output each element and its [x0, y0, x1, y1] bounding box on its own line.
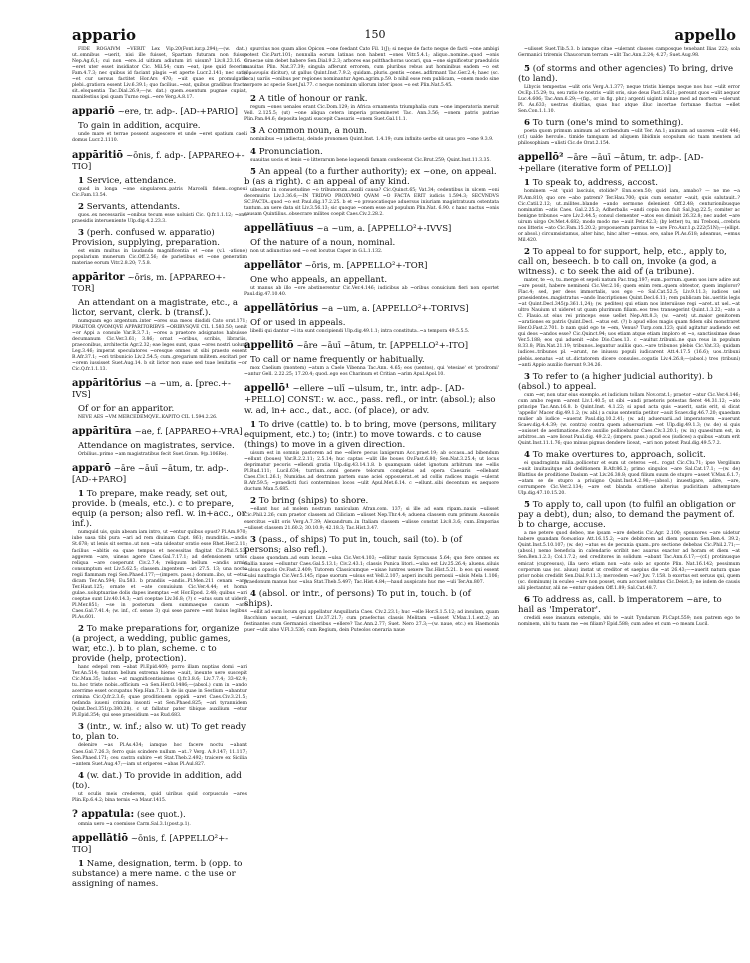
sense-number: 2 — [250, 496, 256, 507]
sense-definition — [244, 535, 499, 555]
sense-definition — [518, 64, 740, 84]
quotation-block: numquam ego argentum..inter ~ores sua meos disdidi Cato orat.171; PRAETOR QVOMQVE APPARITORIBVS ~ORIBVSQVE CIL 1.583.50; uenit ~or Appi a consule Var.R.3.7.1; ~ores a praetore adsignatos habuisse decumanum Cic.Ver.3.61; 3.86; ornat ~oribus, scribis, librariis, praeconibus, architectis Agr.2.32; eae leges sunt, quas ~ores nostri uolunt Leg.3.46; imperat speculatores ~oresque omnes ut sibi praesto essent B.Afr.37.1; ~ori tribunicio Liv.2.54.5; cum..gregarium militem..excitari per ~orem iussisset Suet.Aug.14. b sit lictor non suae sed tuae lenitatis ~or Cic.Q.fr.1.1.13. — [72, 318, 247, 373]
quotation-block: uibeatur in consuetudine ~o tribunorum..auxili causa? Cic.Quinct.65; Vat.34; cedentibus in ulcem ~oni decemuiris Liv.3.36.6;—IN TRIDVO PROXVMO QVAM ~O FACTA ERIT iudicis 1.594.3; SECVNDVS SC.FACTA..quod ~o est Paul.dig.17.2.25. b et ~o prouocatioque aduersus iniuriam magistratuum ostentata tantum..an uere data sit Liv.3.56.13; sic quoque ~onem esse ad populum Plin.Nat. 6.90. c hanc nactus ~onis causam Quintilius..obsecrare milites coepit Caes.Civ.2.28.2. — [244, 187, 499, 217]
definition-text: An attendant on a magistrate, etc., a lictor, servant, clerk. b (transf.). — [72, 297, 239, 318]
entry-head — [72, 378, 247, 401]
grammar-etymology: ~a ~um, a. [prec.+-IVS] — [72, 379, 231, 401]
headword: appāritōrius — [72, 378, 142, 390]
sense-number: 3 — [250, 126, 256, 137]
sense-definition — [72, 121, 247, 131]
sense-definition — [72, 176, 247, 186]
quotation-block: ut oculis meis crederem, quid uiribus quid corpusculo ~ares Plin.Ep.6.4.2; bina ternis ~a Maur.1415. — [72, 791, 247, 803]
sense-definition — [72, 489, 247, 529]
headword: apparō — [72, 463, 111, 475]
quotation-block: libelli qui dantur ~i ita sunt concipiendi Ulp.dig.49.1.1; intra constituta..~a tempora 49.5.5.5. — [250, 328, 470, 334]
sense-definition — [72, 202, 247, 212]
dictionary-entry — [72, 150, 247, 267]
sense-number: 4 — [524, 450, 530, 461]
page-number: 150 — [364, 28, 386, 41]
quotation-block: credidi esse insanum extemplo, ubi te ~auit Tyndarum Pl.Capt.559; non patrem ego te nominem, ubi tu tuam me ~es filiam? Epid.588; cum adeo et cum ~o meam Lucil. — [518, 615, 740, 627]
entry-head — [244, 383, 499, 417]
grammar-etymology: (see quot.). — [137, 809, 186, 820]
definition-text: (pass., of ships) To put in, touch, sail (to). b (of persons; also refl.). — [244, 534, 462, 555]
definition-text: To turn (one's mind to something). — [532, 118, 684, 129]
quotation-block: mater, te ~o, tu..merge et sepeli natum Pac.trag.197; eum..porrum..quem uos iure adire aut ~are possit, habere nemineni Cic.Ver.2.16; quem enim rem..quem obtestor, quem imploror? Flac.4; sed, per deos immortalis, uos ego ~o Sal.Cat.52.5; Liv.9.11.3; iudices uel praesidentes..magistratus ~ando Inscriptiones Quint.Decl.6.11; rem publicam bis..ueritis legis ~at Quint.Decl.345(p.361.1,24); (w. pedites) qui etiam nos interuiisse regi ~aret..ut uel..~at ultro Nauium ut uideret ut quam plurimum filiam..eos tres transegerint Quint.1.3.22; ~ato a C. Flauio..ut eius rei princeps esse uellet Nep.Att.8.3; (w. ~aret) ut..maior genitorem ~arationes ex patris Quint.Decl. ~atus est. (?) b apud ellos magis quam fidem sibi monstraret Her.O.Fast.2.701. b nam quid ego te ~em, Venus? Turp.com.123; quid agitatur audiendo est qui deos ~andos esse? Cic.Quinct.94; uos etiam atque etiam imploro et ~o, sanctissimae deae Ver.5.188; eos qui aduenit ~abo Dio.Caes.13. c ~auitur..tribuni..ne qua reus in populum 8.33.8; Plin.Nat.21.19; tribunos..legantur auiliis quo..~are tribunos plebis Cic.Vat.33; quidam iudices..tribunos pl. ~arunt, ne iniussu populi iudicarent Att.4.17.5 (16.6); uos..tribuni plebis..senatus ~at ut..dictatorem dicere consules..cogatis Liv.4.26.8;—(absol.) tres (tribuni) ~anti Appio auxilio fuerunt 9.34.26. — [518, 277, 740, 368]
definition-text: Name, designation, term. b (opp. to substance) a mere name. c the use or assigning of names. — [72, 858, 243, 889]
definition-text: (w. dat.) To provide in addition, add (to). — [72, 770, 242, 791]
grammar-etymology: ~ōnis, f. [APPELLO²+-TIO] — [72, 833, 229, 855]
quotation-block: est enim multus in laudanda magnificentia et ~one (v.l. -atione) popularium munerum Cic.Off.2.56; de parietibus et ~one generatim materiae eorum Vitr.2.8.20; 7.5.8. — [72, 248, 247, 266]
dictionary-entry — [72, 463, 247, 803]
quotation-block: non ut adiunctiuo sed ~o est locutus Caper in G.L.1.132. — [250, 248, 383, 254]
definition-text: Of or used in appeals. — [250, 317, 346, 328]
sense-definition — [518, 178, 740, 188]
sense-number: 3 — [250, 534, 256, 545]
headword: appariō — [72, 106, 115, 118]
headword: appāritor — [72, 271, 125, 283]
dictionary-entry — [72, 426, 247, 458]
grammar-etymology: ~a ~um, a. [APPELLO²+-IVVS] — [316, 223, 452, 234]
sense-number: 3 — [78, 227, 84, 238]
definition-text: To speak to, address, accost. — [532, 178, 658, 189]
grammar-etymology: ~āre ~āuī ~ātum, tr. [APPELLO²+-ITO] — [296, 340, 469, 351]
dictionary-entry — [244, 340, 499, 378]
headword: appellātīuus — [244, 222, 314, 234]
sense-number: 4 — [78, 770, 84, 781]
quotation-block: ei quadraginta milia..pollicetur et eum ut ceteros ~et.. rogat Cic.Clu.71; ipse Vergilium ~auit inuitauitque ad deditionem B.Afr.86.2; primo singulos ~are Sal.Cat.17.1; —(w. de) Blattius de proditione Dasium ~at Liv.26.38.8; quod filium suum de stupro ~asset V.Max.6.1.7; ~atam se de stupro a priuigno Quint.Inst.4.2.98;—(absol.) inuestigare, adire, ~are, corrumpere Cic.Ver.2.134; ~are est blanda oratione alterius pudicitiam adtemptare Ulp.dig.47.10.15.20. — [518, 461, 740, 497]
entry-head — [72, 272, 247, 295]
quotation-block: spurcius nos quam alios Opicon ~one foedant Cato Fil. 1(J); si neque de facto neque de facti ~one ambigi potest Cic.Part.101; nonnulla eorum latinas non habent ~ones Vitr.5.4.1; aliquo..nomine..quod ~onis Graecae uim debet habere Sen.Dial.9.2.3; arbores eas psitthachoras uocari, qua ~one significetur praedulcis suauitas Plin. Nat.37.39; singula afferunt errorem, cum pluribus rebus aut hominibus eadem ~o est (ὁμωνυμία dicitur), ut gallus Quint.Inst.7.9.2; quidam..pluris..gentis ~ones..adfirmant Tac.Ger.2.4; haec (sc. loca) uariis ~onibus per regiones nominantur Agen.agrim.p.59. b nihil esse rem publicam, ~onem modo sine corpore ac specie Suet.Jul.77. c neque nominum ullorum inter ipsos ~o est Plin.Nat.5.45. — [244, 47, 499, 89]
sense-number: 5 — [250, 166, 256, 177]
sense-number: 1 — [78, 175, 84, 186]
definition-text: To apply to, call upon (to fulfil an obligation or pay a debt), dun; also, to demand the payment of. b to charge, accuse. — [518, 500, 736, 531]
quotation-block: FIDE ROGAIVM ~VERIT Lex Vip.20(Font.iur.p.294);—(w. dat.) ut..omnibus ~uerit, nisi ille fuisset, Spartam futuram non fuisse Nep.Ag.6,1; cui non ~ere..id uitium adiutum iri uisum? Liv.8.23.16. c ~eret uter esset insidiator Cic. Mil.54; cum ~eat, ipse quid fecerim Fam.4.7.3; nec quibus id faciant plagis ~et aperte Lucr.2.141; nec satis ~et cur uersus factitet Hor.Ars 470; ~uit quae ex promulgatis plebi..gratiora essent Liv.6.39.1; quo facilius..~eat, quibus gradibus fracta sit..eloquentia Tac.Dial.26.9;—(w. dat.) quem..euentum pugnae cupiat, manifestius ipsi quam Turno regi..~ere Verg.A.8.17. — [72, 47, 247, 101]
grammar-etymology: ~ōris, m. [APPELLO²+-TOR] — [304, 260, 428, 271]
headword: appellō¹ — [244, 383, 290, 395]
entry-head — [72, 150, 247, 173]
entry-continuation — [518, 64, 740, 147]
definition-text: To drive (cattle) to. b to bring, move (persons, military equipment, etc.) to; (intr.) to move towards. c to cause (things) to move in a given direction. — [244, 420, 497, 451]
entry-continuation — [244, 47, 499, 89]
definition-text: (absol. or intr., of persons) To put in, touch. b (of ships). — [244, 588, 471, 609]
sense-number: 6 — [524, 118, 530, 129]
sense-number: 6 — [524, 594, 530, 605]
definition-text: To address as, call. b imperatorem ~are, to hail as 'Imperator'. — [518, 594, 722, 615]
sense-definition — [244, 589, 499, 609]
sense-definition — [244, 355, 499, 365]
quotation-block: hominem ~at 'quid lasciuis, stolide?' Enn.scen.50; quid iam, amabo? — ne me ~a Pl.Am.810; quo ore ~abo patrem? Ter.Hau.700; quis cum senator ~auit, quis salutauit..? Cic.Catil.2.12; ut..milites..blande ~ando sermone delenient Off.2.48; centurionibusque nominatim ~atis Caes. Gal.2.25.2; Adherbalis ~andi copia non fuit Sal.Jug.22.5; comiter ac benigne tribunos ~are Liv.2.44.5; consul clementer ~atos eos dimisit 26.32.8; nec audet ~are uirum uirgo Ov.Met.4.682; modo modo me ~auit Petr.42.3; (by letter) tu, mi Treboni,..crebris nos litteris ~ato Cic.Fam.15.20.2; proposueram parcius te ~are Fro.Aur.1.p.222(51N);—(ellipt. or absol.) circumsistamus, alter hinc, hinc alter ~emus. ere, salue Pl.As.618; adeamus, ~emus Mil.420. — [518, 189, 740, 243]
quotation-block: ~ulisset Suet.Tib.5.3. b iamque citae ~ulerant classes camposque tenebant Ilias 222; sola Germanici triremis Chaucorum terram ~ulit Tac.Ann.2.24; 4.27; Suet.Aug.98. — [518, 47, 740, 59]
sense-definition — [244, 167, 499, 187]
sense-number: 3 — [524, 371, 530, 382]
column-2 — [244, 46, 499, 639]
dictionary-entry — [244, 260, 499, 298]
sense-definition — [244, 94, 499, 104]
entry-head — [72, 809, 247, 821]
quotation-block: uisum est in somnis pastorem ad me ~ellere pecus lanigerum Acc.praet.19; ab occasu..ad bibendum ~ellunt (boues) Var.R.2.2.11; 2.5.14; huc captas ~ulit ille boues Ov.Fast.6.80; Sen.Nat.3.25.4; ut locus deprimatur pecoris ~ellendi gratia Ulp.dig.43.14.1.8. b quamquam uidet ignotum arbitrum me ~ellis Pl.Rud.111; Lucil.634; turrium..omni genere telorum completas ad opera Caesaris ~ellebant Caes.Civ.1.26.1; Numidas..ad dextram partem suae aciei opposuerat..et ad collis radices magis ~ulerat B.Afr.59.5; ~praedicti fuci conterminos locos ~ulit Apul.Met.6.14. c ~ellunt..sibi decentum ex aequore ductum Man.5.685. — [244, 451, 499, 493]
definition-text: To make preparations for, organize (a project, a wedding, public games, war, etc.). b to plan, scheme. c to provide (help, protection). — [72, 624, 240, 665]
dictionary-entry — [244, 303, 499, 335]
sense-definition — [244, 420, 499, 450]
quotation-block: Orbilius..primo ~am magistratibus fecit Suet.Gram. 9(p.106Re). — [78, 452, 228, 458]
quotation-block: unde mare et terrae possent augescere et unde ~eret spatium caeli domus Lucr.2.1110. — [72, 132, 247, 144]
definition-text: Service, attendance. — [86, 175, 177, 186]
sense-definition — [72, 441, 247, 451]
quotation-block: NEVE AES ~VM MERCEDEMQVE..KAPITO CIL 1.594.2.26. — [78, 415, 218, 421]
definition-text: To refer to (a higher judicial authority). b (absol.) to appeal. — [518, 371, 713, 392]
quotation-block: delenire ~as Pl.As.434; iamque hoc facere noctu ~abant Caes.Gal.7.26.3; ferro quis scindere nullum ~at..? Verg. A.9.147; 11.117; Sen.Phaed.171; ceu castra subire ~et Stat.Theb.2.492; traicere ex Sicilia ~antem Suet.Aug.47;—iam ut eriperes ~abas Pl.Aul.827. — [72, 743, 247, 767]
quotation-block: poeta quom primum animum ad scribendum ~ulit Ter. An.1; animum ad uxorem ~ulit 446; (cf.) ualde hercule.. timide tamquam ad aliquem libidinis scopulum sic tuam mentem ad philosophiam ~ulisti Cic.de Orat.2.154. — [518, 129, 740, 147]
definition-text: An appeal (to a further authority); ex ~one, on appeal. b (as a right). c an appeal of any kind. — [244, 166, 497, 187]
sense-definition — [244, 147, 499, 157]
dictionary-entry — [244, 223, 499, 255]
sense-definition — [518, 372, 740, 392]
definition-text: Pronunciation. — [258, 146, 323, 157]
grammar-etymology: ~ōnis, f. adp-. [APPAREO+-TIO] — [72, 150, 245, 172]
column-1 — [72, 46, 247, 894]
dictionary-entry — [72, 809, 247, 828]
entry-head — [72, 463, 247, 486]
entry-continuation — [244, 94, 499, 217]
definition-text: To gain in addition, acquire. — [78, 121, 201, 132]
quotation-block: nominibus ~o (adiecta), deinde pronomen Quint.Inst. 1.4.19; cum infinito uerbo sit usus pro ~one 9.3.9. — [250, 137, 494, 143]
right-guide-word: appello — [674, 26, 736, 44]
entry-head — [518, 152, 740, 175]
quotation-block: classe quondam..ad eum locum ~ulsa Cic.Ver.4.103; ~ellitur nauis Syracusas 5.64; quo fere omnes ex Gallia naues ~elluntur Caes.Gal.5.13.1; Civ.2.43.1; classis Punica litori..~ulsa est Liv.25.26.4; aluens..siluis ~ulsus opacis Ov.Fast.2.409; Tutorem Classicumque ~uisae luntres uexere Tac.Hist.5.21. b eos qui essent ~ulsi naufragio Cic.Ver.5.145; ripae suorum ~ulsus est Vell.2.107; asperi inculti pernoxii ~ulsis Mela 1.106; praedonum manus huc ~ulsa Stat.Theb.5.497; Tac.Hist.4.84;—haud auspicato huc me ~uli Ter.An.807. — [244, 555, 499, 585]
left-guide-word: appario — [72, 26, 137, 44]
sense-number: 1 — [524, 178, 530, 189]
dictionary-entry — [518, 152, 740, 627]
entry-head — [72, 833, 247, 856]
quotation-block: hanc edepol rem ~abat Pl.Epid.409; porro illam nuptias domi ~ari Ter.An.514; tantum bellum extrema hieme ~auit, ineunte uere suscepit Cic.Man.35; ludos ~at magnificentissimos Q.fr.3.8.6; Liv.7.7.4; 33-42.9; tu..hoc triste nobis..officium ~a Sen.Her.O.1486;—(absol.) cum in ~ando acerrime esset occupatus Nep.Han.7.1. b de iis quae in Sestium ~abantur crimina Cic.Q.fr.2.3.6; quae proditionem oppidi ~aret Caes.Civ.3.21.5; nefanda iuueni crimina insonti ~at Sen.Phaed.825; ~ari tyrannidem Quint.Decl.351(p.380.28). c ut fallatur pater tibique auxilium ~etur Pl.Epid.354; qui sese praesidium ~as Rud.683. — [72, 665, 247, 719]
dictionary-entry — [72, 378, 247, 421]
definition-text: One who appeals, an appellant. — [250, 274, 388, 285]
sense-definition — [72, 404, 247, 414]
definition-text: To make overtures to, approach, solicit. — [532, 450, 706, 461]
sense-number: 2 — [524, 246, 530, 257]
sense-number: 3 — [78, 722, 84, 733]
sense-definition — [72, 859, 247, 889]
sense-number: 2 — [250, 94, 256, 105]
quotation-block: ~ellant huc ad molem nostram naniculam Afran.com. 137; si ille ad eam ripam..nauis ~ulisset Cic.Phil.2.26; cum praetor classem ad Ciliciam ~ulisset Nep.Thr.4.4; aduena classem cum primum Ausoniis exercitus ~ulit oris Verg.A.7.39; Alexandrum..in Italiam classem ~ulisse constat Liv.8.3.6; cum..Emporias ~ulisset classem 21.60.2; 30.10.9; 42.18.3; Tac.Hist.3.47. — [244, 507, 499, 531]
dictionary-entry — [72, 833, 247, 889]
definition-text: (perh. confused w. apparatio) Provision, supplying, preparation. — [72, 227, 220, 248]
headword: appellō² — [518, 152, 564, 164]
definition-text: To bring (ships) to shore. — [258, 496, 369, 507]
sense-definition — [72, 722, 247, 742]
sense-number: 2 — [78, 201, 84, 212]
sense-definition — [244, 318, 499, 328]
entry-head — [244, 260, 499, 272]
sense-number: 4 — [250, 588, 256, 599]
sense-number: 5 — [524, 64, 530, 75]
entry-continuation — [72, 47, 247, 101]
entry-head — [244, 223, 499, 235]
definition-text: Servants, attendants. — [86, 201, 181, 212]
definition-text: To appeal to for support, help, etc., apply to, call on, beseech. b to call on, invoke (a god, a witness). c to seek the aid of (a tribune). — [518, 246, 727, 277]
headword: appellitō — [244, 339, 294, 351]
sense-definition — [72, 771, 247, 791]
quotation-block: ~ellit ad eum locum qui appellatur Anquillaria Caes. Civ.2.23.1; huc ~elle Hor.S.1.5.12; ad insulam, quam Bacchium uocant, ~ulerunt Liv.37.21.7; cum praefectus classis Melitam ~ulisset V.Max.1.1.ext.2; an festinantes cum Germanici cineribus ~ellere? Tac.Ann.2.77; Suet. Nero 27.3;—(w. naue, etc.) en Haemonia puer ~ulit alno V.Fl.3.536; cum Regium, dein Puteolos oneraria naue — [244, 609, 499, 633]
quotation-block: ut manus ab illo ~ore abstinerentur Cic.Ver.4.146; iudicibus ab ~oribus conuicium fieri non oportet Paul.dig.47.10.40. — [244, 285, 499, 297]
headword: appellātor — [244, 259, 302, 271]
dictionary-entry — [244, 383, 499, 634]
definition-text: Attendance on magistrates, service. — [78, 441, 235, 452]
headword: ? appatula: — [72, 808, 135, 820]
sense-number: 1 — [78, 858, 84, 869]
headword: appellātiō — [72, 832, 128, 844]
sense-definition — [518, 595, 740, 615]
quotation-block: a me petere quod debeo, me ipsam ~are debetis Cic.Agr. 2.100; sponsores ~are uidetur habere quandam δυσωπίαν Att.16.15.2; ~are debitorem ad diem possum Sen.Ben.4. 39.2; Quint.Inst.5.10.107; (w. de) ~atus es de pecunia quam..pro sectione debebas Cic.Phil.2.71;—(absol.) nemo beneficia in calendario scribit nec auarus exactor ad horam et diem ~at Sen.Ben.1.2.3; Col.1.7.2; sed creditores in solidum ~abant Tac.Ann.6.17;—(cf.) protinusque emicat (cupressus), illa uero etiam non ~ato solo ac sponte Plin. Nat.16.142; pessimum corporum uas (sc. aluus) instat ut creditor et saepius die ~at 26.43;—~auerit natura quae prior nobis credidit Sen.Dial.9.11.3; mercedem ~as? Juv. 7.158. b exortus est seruus qui, quem (sc. dominum) in eculeo ~are non posset, eum accuset solutus Cic.Deiot.3; ne isdem de causis alii plectantur, alii ne ~entur quidem Off.1.89; Sal.Cat.48.7. — [518, 531, 741, 591]
entry-head — [244, 303, 499, 315]
entry-head — [72, 106, 247, 118]
quotation-block: quod in longa ~one singularem..patris Marcelli fidem..cognoui Cic.Fam.13.54. — [72, 186, 247, 198]
dictionary-entry — [72, 272, 247, 373]
sense-definition — [244, 496, 499, 506]
sense-number: 4 — [250, 146, 256, 157]
sense-definition — [72, 298, 247, 318]
quotation-block: mox Caelium (montem) ~atum a Caele Vibenna Tac.Ann. 4.65; eos (uentos), qui 'etesiae' et 'prodromi' ~antur Gell. 2.22.25; 17.20.4; quod..ego eos Charinum et Critian ~arim Apul.Apol.10. — [244, 365, 499, 378]
sense-definition — [244, 275, 499, 285]
sense-number: 1 — [78, 489, 84, 500]
grammar-etymology: ~āre ~āuī ~ātum, tr. adp-. [AD-+PARO] — [72, 464, 229, 486]
definition-text: Of the nature of a noun, nominal. — [250, 237, 396, 248]
sense-number: 2 — [78, 624, 84, 635]
grammar-etymology: ~ae, f. [APPAREO+-VRA] — [134, 427, 243, 438]
sense-number: 5 — [524, 500, 530, 511]
quotation-block: numquid uis, quin abeam iam intro, ut ~entur quibus opust? Pl.Am.970; iube uasa tibi pura ~ari ad rem diuinam Capt. 861; munditiis..~andis St.678; ut lenis sit sermo..ut non ~ata uideatur oratio esse Rhet.Her.2.11; facilius ~abitis ea quae tempus et necessitas flagitat Cic.Phil.5.53; aggerem ~are, uineas agere Caes.Gal.7.17.1; ad defensionem urbis reliqua ~are coeperunt Civ.2.7.4; reliquum bellum ~andis armis consumptum est Liv.5.62.5; classem..ingentem ~ari 27.5. 13; una nocte regii flammam regi Sen.Phaed.177;—(impers. pass.) domum..ibo, ut ~etur dicam Ter.An.594; Eu.583. b prandiis ~andis..Pl.Men.211 cenam ~are Ter.Haut.125; ornate et ~ate conuiuium Cic.Ver.4.44; et homa gulae..uoluptuariae dolis dapes inemptas ~et Hor.Epod. 2.48; quibus ~ari coeptae sunt Liv.40.14.3; ~ari coeptae Liv.36.8; (?) c ~atus sum ut uiderit Pl.Mer.851; ~se in posterum diem summaeque casum ~are Caes.Gal.7.41.4; (w. inf., cf. sense 3) qui sese parere ~ent huius legibus Pl.As.601. — [72, 530, 247, 621]
column-3 — [518, 46, 740, 633]
quotation-block: omnia uero ~a coemisse Carm.Sal.3.1(post.p.1). — [78, 821, 191, 827]
definition-text: To call or name frequently or habitually. — [250, 354, 425, 365]
entry-head — [72, 426, 247, 438]
headword: appellātōrius — [244, 302, 319, 314]
grammar-etymology: ~āre ~āuī ~ātum, tr. adp-. [AD-+pellare (iterative form of PELLO)] — [518, 153, 704, 175]
quotation-block: suauitas uocis et lenis ~o litterarum bene loquendi famam confecerat Cic.Brut.259; Quint.Inst.11.3.35. — [250, 157, 491, 163]
grammar-etymology: ~a ~um, a. [APPELLO²+-TORIVS] — [321, 303, 469, 314]
definition-text: A title of honour or rank. — [258, 94, 368, 105]
quotation-block: quos..ex necessariis ~onibus tecum esse uoluisti Cic. Q.fr.1.1.12; ~one praesidis interueniente Ulp.dig.4.2.23.3. — [72, 212, 247, 224]
sense-definition — [244, 238, 499, 248]
definition-text: Of or for an apparitor. — [78, 404, 175, 415]
definition-text: A common noun, a noun. — [258, 126, 367, 137]
sense-number: 1 — [250, 420, 256, 431]
grammar-etymology: ~ellere ~ulī ~ulsum, tr., intr. adp-. [AD-+PELLO] CONST.: w. acc., pass. refl., or intr. (absol.); also w. ad, in+ acc., dat., acc. (of place), or adv. — [244, 384, 496, 417]
entry-continuation — [518, 47, 740, 59]
quotation-block: regum ~ones uenales erant Cic.Dom.129; in Africa ornamenta triumphalia cum ~one imperatoria meruit Vell. 2.125.5; (ut) ~one aliqua cetera imperia praemineret Tac. Ann.3.56; ~onem patris patriae Plin.Pan.84.6; deposita legati suscepit Caesaris ~onem Suet.Gal.11.1. — [244, 105, 499, 123]
headword: appāritūra — [72, 426, 132, 438]
sense-definition — [518, 247, 740, 277]
entry-head — [244, 340, 499, 352]
definition-text: (of storms and other agencies) To bring, drive (to land). — [518, 64, 734, 85]
sense-definition — [72, 624, 247, 664]
sense-definition — [244, 126, 499, 136]
sense-definition — [518, 500, 740, 530]
grammar-etymology: ~ōris, m. [APPAREO+-TOR] — [72, 272, 226, 294]
definition-text: (intr., w. inf.; also w. ut) To get ready to, plan to. — [72, 722, 246, 743]
quotation-block: cum ~er, non utar eius exemplo..et iudicium tollam Nov.orat.1; praetor ~atur Cic.Ver.4.146; cum ambo regem ~arent Liv.1.40.5; ut sibi ~andi praetoris potestas fieret 44.31.12; ~ato principe Tac.Ann.16.8. b Quint.Inst. 4.1.22; si apud acta quis ~auerit, satis erit, si dicat 'appello' Macer dig.49.1.2; (w. abl.) a cuius sententia petitor ~auit Scaev.dig.46.7.20; quaedam mulier ab iudice ~auerat Paul.dig.10.2.41; (w. ad) aduersarii..ad imperatorem ~auerunt Scaev.dig.4.4.39; (w. contra) contra quem aduersarium ~et Ulp.dig.49.1.3; (w. de) si quis ~auisset de aestimatione..fore auxilio pollicebatur Caes.Civ.3.20.1; (w. in) quaesitum est, in arbitros..an ~are liceat Paul.dig. 49.2.2; (impers. pass.) apud eos (iudices) a quibus ~atum erit Quint.Inst.11.1.76; quo minus pignus dendere liceat, ~ari non potest Paul.dig.49.5.7.2. — [518, 392, 740, 446]
sense-definition — [72, 228, 247, 248]
sense-definition — [518, 118, 740, 128]
headword: appāritiō — [72, 149, 124, 161]
dictionary-entry — [72, 106, 247, 144]
quotation-block: Libycis tempestas ~ulit oris Verg.A.1.377; neque tristis hiemps neque nos huc ~ulit error Ov.Ep.15.29; tu, seu ratio te nostris ~ulit oris, siue deus Fast.3.621; pereunt quos ~ulit aequor Luc.4.606; Tac.Ann.6.29;—(fig., or in fig. phr.) argenti uiginti minae med ad mortem ~ulerunt Pl. As.633; uestras diuitias, quas huc atque illuc incertae fortunae fluctus ~ellet Sen.Con.1.1.10. — [518, 85, 740, 115]
grammar-etymology: ~ere, tr. adp-. [AD-+PARIO] — [117, 107, 238, 118]
definition-text: To prepare, make ready, set out, provide. b (meals, etc.). c to prepare, equip (a person; also refl. w. in+acc., or inf.). — [72, 489, 246, 530]
sense-definition — [518, 450, 740, 460]
